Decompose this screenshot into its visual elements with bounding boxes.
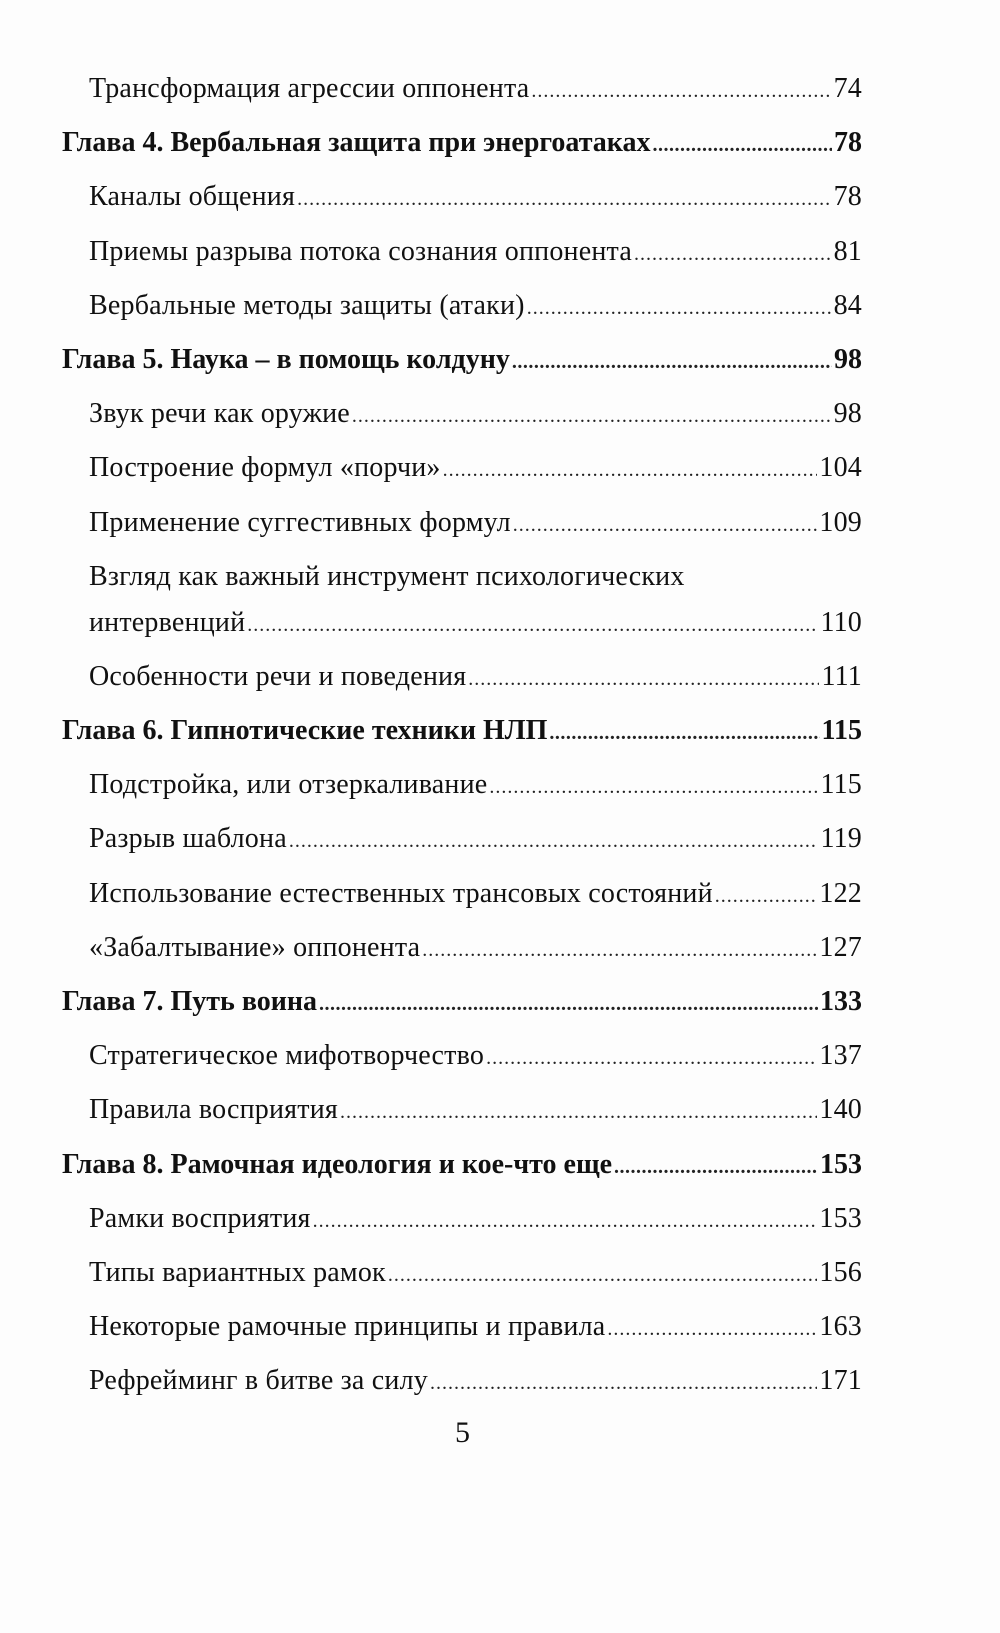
dot-leader xyxy=(607,1302,817,1356)
toc-chapter-title: Глава 7. Путь воина xyxy=(62,986,318,1017)
dot-leader xyxy=(513,498,818,552)
toc-chapter xyxy=(62,975,862,1029)
toc-entry xyxy=(62,387,862,441)
toc-entry xyxy=(62,1029,862,1083)
dot-leader xyxy=(634,227,832,281)
toc-entry-title: Применение суггестивных формул xyxy=(89,506,511,538)
toc-entry xyxy=(62,1354,862,1408)
toc-entry-title: Приемы разрыва потока сознания оппонента xyxy=(89,235,632,267)
toc-entry-title: «Забалтывание» оппонента xyxy=(89,931,421,963)
toc-entry-page: 110 xyxy=(820,606,862,638)
toc-entry-title: Использование естественных трансовых состояний xyxy=(89,877,713,909)
dot-leader xyxy=(512,335,832,389)
toc-entry xyxy=(62,170,862,224)
toc-entry-page: 122 xyxy=(819,877,862,909)
dot-leader xyxy=(549,706,819,760)
dot-leader xyxy=(247,598,818,652)
toc-entry-page: 74 xyxy=(833,73,862,104)
dot-leader xyxy=(319,977,818,1031)
toc-entry-line1 xyxy=(62,550,862,596)
toc-entry xyxy=(62,496,862,550)
toc-chapter xyxy=(62,333,862,387)
toc-chapter-page: 115 xyxy=(821,715,862,747)
dot-leader xyxy=(430,1356,817,1410)
dot-leader xyxy=(527,281,832,335)
toc-entry xyxy=(62,596,862,650)
toc-entry-title: Построение формул «порчи» xyxy=(89,452,441,484)
toc-entry-page: 109 xyxy=(819,506,862,538)
toc-entry-page: 84 xyxy=(833,289,862,321)
toc-entry xyxy=(62,225,862,279)
toc-entry-page: 153 xyxy=(819,1202,862,1234)
toc-chapter-title: Глава 5. Наука – в помощь колдуну xyxy=(62,343,510,375)
dot-leader xyxy=(486,1031,817,1085)
dot-leader xyxy=(715,869,818,923)
dot-leader xyxy=(653,118,833,172)
toc-entry xyxy=(62,758,862,812)
toc-entry xyxy=(62,1192,862,1246)
toc-entry-page: 137 xyxy=(819,1040,862,1072)
dot-leader xyxy=(531,64,831,118)
toc-entry xyxy=(62,921,862,975)
toc-entry-page: 127 xyxy=(819,931,862,963)
toc-entry-title: Рамки восприятия xyxy=(89,1202,311,1234)
toc-entry-page: 81 xyxy=(833,235,862,267)
dot-leader xyxy=(313,1194,818,1248)
toc-chapter-page: 153 xyxy=(820,1148,862,1180)
toc-entry-page: 140 xyxy=(819,1094,862,1126)
toc-chapter-page: 98 xyxy=(834,343,862,375)
page-number: 5 xyxy=(455,1416,470,1449)
toc-entry-title: Стратегическое мифотворчество xyxy=(89,1040,485,1072)
toc-entry-title: Вербальные методы защиты (атаки) xyxy=(89,289,525,321)
toc-chapter-page: 133 xyxy=(820,986,862,1017)
toc-entry xyxy=(62,1083,862,1137)
toc-entry xyxy=(62,1246,862,1300)
toc-entry xyxy=(62,279,862,333)
toc-entry-page: 171 xyxy=(819,1365,862,1397)
toc-entry-page: 111 xyxy=(821,660,862,692)
toc-entry-title: Рефрейминг в битве за силу xyxy=(89,1365,428,1397)
toc-entry xyxy=(62,650,862,704)
toc-entry-page: 78 xyxy=(833,181,862,213)
toc-entry-title: Подстройка, или отзеркаливание xyxy=(89,769,488,801)
toc-entry-title: Трансформация агрессии оппонента xyxy=(89,73,530,104)
dot-leader xyxy=(388,1248,818,1302)
dot-leader xyxy=(297,172,832,226)
toc-entry xyxy=(62,812,862,866)
toc-entry-title: Особенности речи и поведения xyxy=(89,660,467,692)
toc-entry xyxy=(62,1300,862,1354)
toc-entry xyxy=(62,62,862,116)
toc-entry-title: Звук речи как оружие xyxy=(89,398,350,430)
toc-chapter-title: Глава 4. Вербальная защита при энергоатаках xyxy=(62,127,651,159)
toc-entry xyxy=(62,441,862,495)
table-of-contents xyxy=(62,62,862,1409)
toc-chapter-page: 78 xyxy=(834,127,862,159)
toc-entry-page: 98 xyxy=(833,398,862,430)
toc-entry-page: 163 xyxy=(819,1311,862,1343)
toc-chapter-title: Глава 6. Гипнотические техники НЛП xyxy=(62,715,548,747)
toc-entry-page: 104 xyxy=(819,452,862,484)
toc-entry-page: 119 xyxy=(820,823,862,855)
dot-leader xyxy=(468,652,819,706)
toc-entry-page: 115 xyxy=(820,769,862,801)
toc-entry xyxy=(62,867,862,921)
toc-entry-title-line1: Взгляд как важный инструмент психологических xyxy=(89,560,685,592)
dot-leader xyxy=(614,1140,818,1194)
toc-entry-title: Некоторые рамочные принципы и правила xyxy=(89,1311,606,1343)
dot-leader xyxy=(289,814,819,868)
toc-entry-title: Правила восприятия xyxy=(89,1094,338,1126)
toc-entry-page: 156 xyxy=(819,1256,862,1288)
toc-entry-title: Разрыв шаблона xyxy=(89,823,287,855)
toc-entry-title: Каналы общения xyxy=(89,181,296,213)
dot-leader xyxy=(422,923,817,977)
dot-leader xyxy=(352,389,832,443)
toc-chapter-title: Глава 8. Рамочная идеология и кое-что еще xyxy=(62,1148,613,1180)
toc-chapter xyxy=(62,704,862,758)
toc-chapter xyxy=(62,116,862,170)
toc-chapter xyxy=(62,1138,862,1192)
toc-entry-title: интервенций xyxy=(89,606,246,638)
dot-leader xyxy=(489,760,818,814)
dot-leader xyxy=(340,1085,817,1139)
toc-entry-title: Типы вариантных рамок xyxy=(89,1256,386,1288)
dot-leader xyxy=(443,443,818,497)
